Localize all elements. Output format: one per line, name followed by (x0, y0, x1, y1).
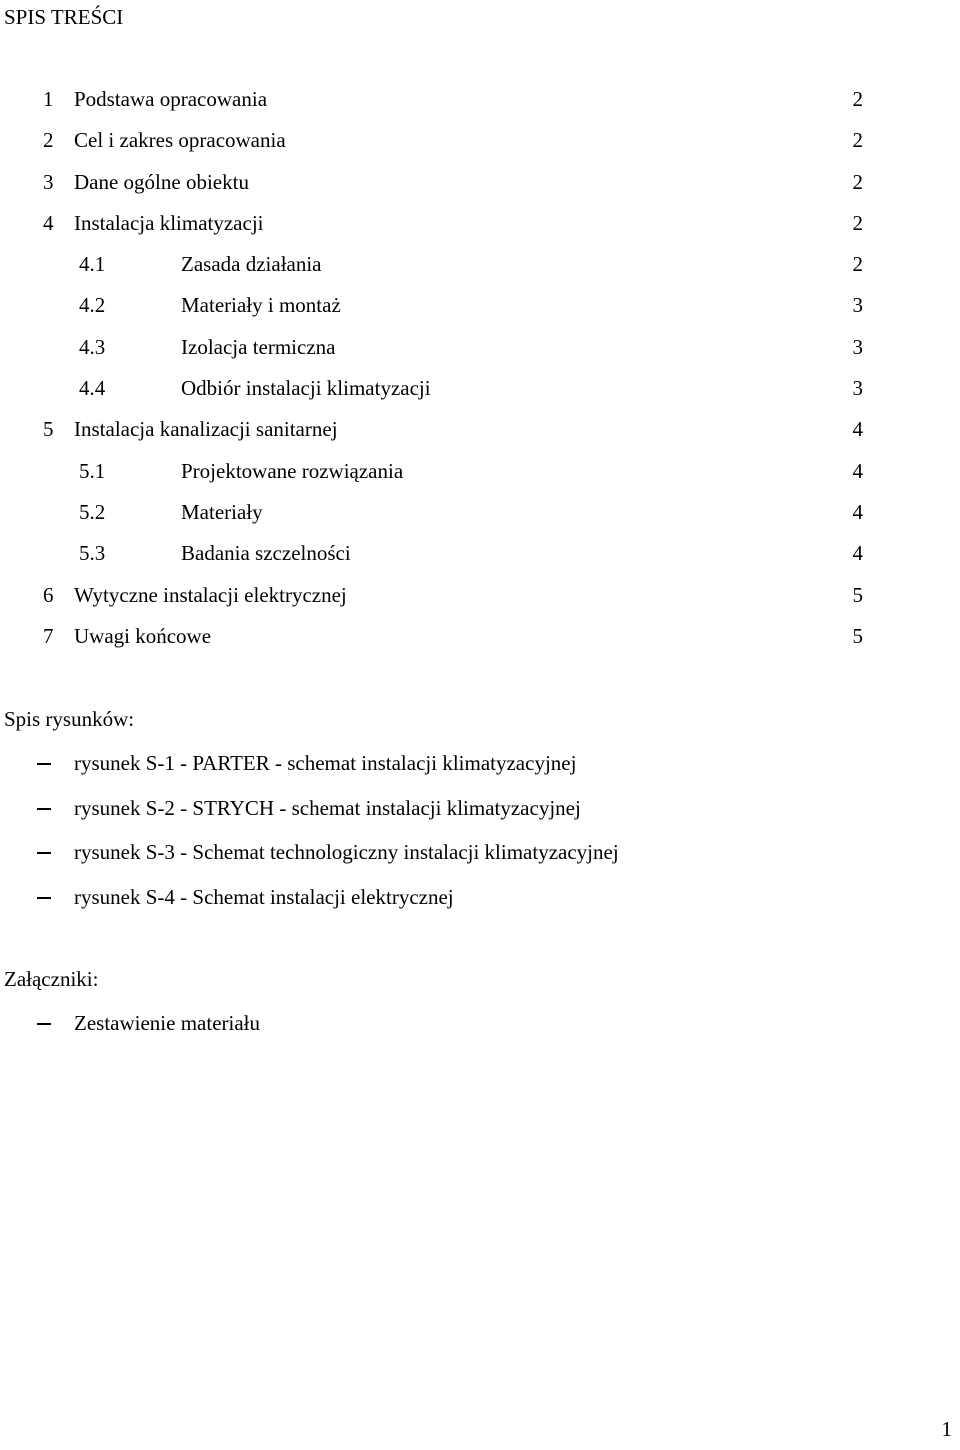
toc-entry-title: Cel i zakres opracowania (74, 128, 286, 153)
attachment-list-item (0, 1010, 960, 1055)
toc-entry-title: Dane ogólne obiektu (74, 169, 249, 194)
toc-entry-number: 1 (43, 87, 54, 111)
drawing-list-item (0, 884, 960, 929)
toc-entry-page: 2 (852, 252, 863, 277)
toc-entry-page: 4 (852, 417, 863, 442)
toc-entry (0, 499, 960, 540)
toc-entry-number: 5.2 (79, 499, 106, 524)
toc-entry-title: Izolacja termiczna (181, 334, 336, 359)
toc-entry-number: 4.4 (79, 376, 106, 401)
toc-entry-title: Odbiór instalacji klimatyzacji (181, 376, 431, 401)
drawing-list-item (0, 795, 960, 840)
toc-entry-number: 4 (43, 210, 54, 235)
drawing-list-item (0, 750, 960, 795)
drawing-list-item-text: rysunek S-2 - STRYCH - schemat instalacji klimatyzacyjnej (74, 795, 581, 820)
toc-entry-number: 2 (43, 128, 54, 153)
toc-entry-page: 2 (852, 87, 863, 111)
toc-entry-number: 6 (43, 582, 54, 607)
toc-entry (0, 582, 960, 623)
toc-entry-page: 2 (852, 128, 863, 153)
toc-entry-number: 3 (43, 169, 54, 194)
drawing-list-item-text: rysunek S-3 - Schemat technologiczny instalacji klimatyzacyjnej (74, 840, 619, 864)
toc-entry (0, 210, 960, 251)
toc-entry (0, 375, 960, 416)
dash-bullet-icon (37, 897, 51, 899)
toc-entry-title: Zasada działania (181, 252, 322, 277)
toc-entry (0, 127, 960, 168)
toc-entry-page: 3 (852, 334, 863, 359)
toc-entry-number: 4.2 (79, 293, 106, 318)
dash-bullet-icon (37, 763, 51, 765)
toc-entry-title: Materiały (181, 499, 263, 524)
toc-entry-page: 4 (852, 541, 863, 566)
toc-entry-title: Materiały i montaż (181, 293, 341, 318)
drawing-list-item-text: rysunek S-1 - PARTER - schemat instalacji klimatyzacyjnej (74, 751, 577, 775)
toc-entry-page: 3 (852, 293, 863, 318)
toc-entry-page: 4 (852, 458, 863, 483)
page-number: 1 (941, 1417, 952, 1441)
toc-entry (0, 458, 960, 499)
toc-entry-title: Projektowane rozwiązania (181, 458, 404, 483)
drawing-list-item (0, 839, 960, 884)
dash-bullet-icon (37, 1023, 51, 1025)
toc-entry-page: 5 (852, 582, 863, 607)
table-of-contents (0, 86, 960, 664)
toc-entry-page: 5 (852, 623, 863, 648)
toc-entry (0, 623, 960, 664)
toc-entry-title: Instalacja klimatyzacji (74, 210, 264, 235)
drawings-list (0, 750, 960, 928)
toc-entry-title: Uwagi końcowe (74, 623, 212, 648)
toc-entry-title: Wytyczne instalacji elektrycznej (74, 582, 347, 607)
page-title: SPIS TREŚCI (4, 5, 124, 29)
toc-entry-number: 5 (43, 417, 54, 442)
toc-entry-page: 2 (852, 169, 863, 194)
toc-entry-title: Instalacja kanalizacji sanitarnej (74, 417, 338, 442)
toc-entry-number: 7 (43, 623, 54, 648)
attachments-heading: Załączniki: (4, 967, 99, 991)
toc-entry-number: 5.1 (79, 458, 106, 483)
toc-entry-title: Podstawa opracowania (74, 87, 268, 111)
dash-bullet-icon (37, 808, 51, 810)
toc-entry-number: 4.3 (79, 334, 106, 359)
toc-entry (0, 292, 960, 333)
attachments-list (0, 1010, 960, 1055)
toc-entry-number: 4.1 (79, 252, 106, 277)
toc-entry (0, 540, 960, 581)
toc-entry (0, 169, 960, 210)
toc-entry (0, 251, 960, 292)
toc-entry-page: 3 (852, 376, 863, 401)
toc-entry (0, 334, 960, 375)
toc-entry (0, 86, 960, 127)
toc-entry-page: 2 (852, 210, 863, 235)
toc-entry-page: 4 (852, 499, 863, 524)
toc-entry-number: 5.3 (79, 541, 106, 566)
dash-bullet-icon (37, 852, 51, 854)
drawing-list-item-text: rysunek S-4 - Schemat instalacji elektrycznej (74, 884, 454, 909)
toc-entry (0, 416, 960, 457)
drawings-heading: Spis rysunków: (4, 707, 135, 731)
toc-entry-title: Badania szczelności (181, 541, 351, 566)
attachment-list-item-text: Zestawienie materiału (74, 1011, 260, 1035)
